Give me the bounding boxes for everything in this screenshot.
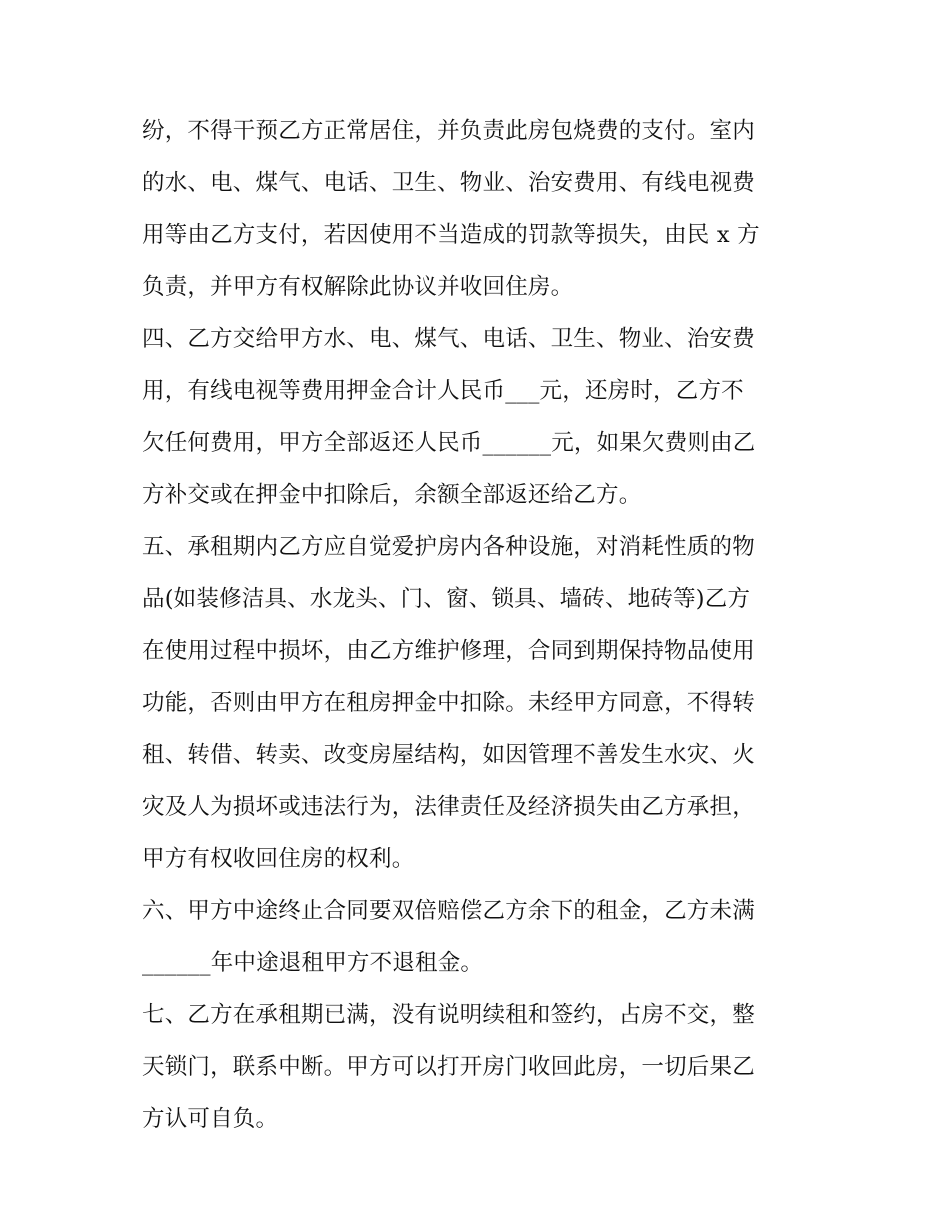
text-line: 在使用过程中损坏，由乙方维护修理，合同到期保持物品使用 bbox=[142, 638, 755, 664]
text-line: 纷，不得干预乙方正常居住，并负责此房包烧费的支付。室内 bbox=[142, 118, 755, 144]
text-line: ______年中途退租甲方不退租金。 bbox=[142, 950, 484, 976]
text-line: 用，有线电视等费用押金合计人民币___元，还房时，乙方不 bbox=[142, 378, 744, 404]
clause-five-line: 五、承租期内乙方应自觉爱护房内各种设施，对消耗性质的物 bbox=[142, 534, 755, 560]
clause-six-line: 六、甲方中途终止合同要双倍赔偿乙方余下的租金，乙方未满 bbox=[142, 898, 755, 924]
text-line: 甲方有权收回住房的权利。 bbox=[142, 846, 415, 872]
text-line: 天锁门，联系中断。甲方可以打开房门收回此房，一切后果乙 bbox=[142, 1054, 755, 1080]
text-line: 欠任何费用，甲方全部返还人民币______元，如果欠费则由乙 bbox=[142, 430, 756, 456]
clause-seven-line: 七、乙方在承租期已满，没有说明续租和签约，占房不交，整 bbox=[142, 1002, 755, 1028]
text-line: 方认可自负。 bbox=[142, 1106, 279, 1132]
text-line: 灾及人为损坏或违法行为，法律责任及经济损失由乙方承担， bbox=[142, 794, 755, 820]
document-body bbox=[142, 105, 822, 1145]
text-line: 负责，并甲方有权解除此协议并收回住房。 bbox=[142, 274, 574, 300]
text-line: 租、转借、转卖、改变房屋结构，如因管理不善发生水灾、火 bbox=[142, 742, 755, 768]
text-line: 用等由乙方支付，若因使用不当造成的罚款等损失，由民 x 方 bbox=[142, 222, 760, 248]
text-line: 的水、电、煤气、电话、卫生、物业、治安费用、有线电视费 bbox=[142, 170, 755, 196]
text-line: 品(如装修洁具、水龙头、门、窗、锁具、墙砖、地砖等)乙方 bbox=[142, 586, 751, 612]
text-line: 方补交或在押金中扣除后，余额全部返还给乙方。 bbox=[142, 482, 642, 508]
clause-four-line: 四、乙方交给甲方水、电、煤气、电话、卫生、物业、治安费 bbox=[142, 326, 755, 352]
text-line: 功能，否则由甲方在租房押金中扣除。未经甲方同意，不得转 bbox=[142, 690, 755, 716]
